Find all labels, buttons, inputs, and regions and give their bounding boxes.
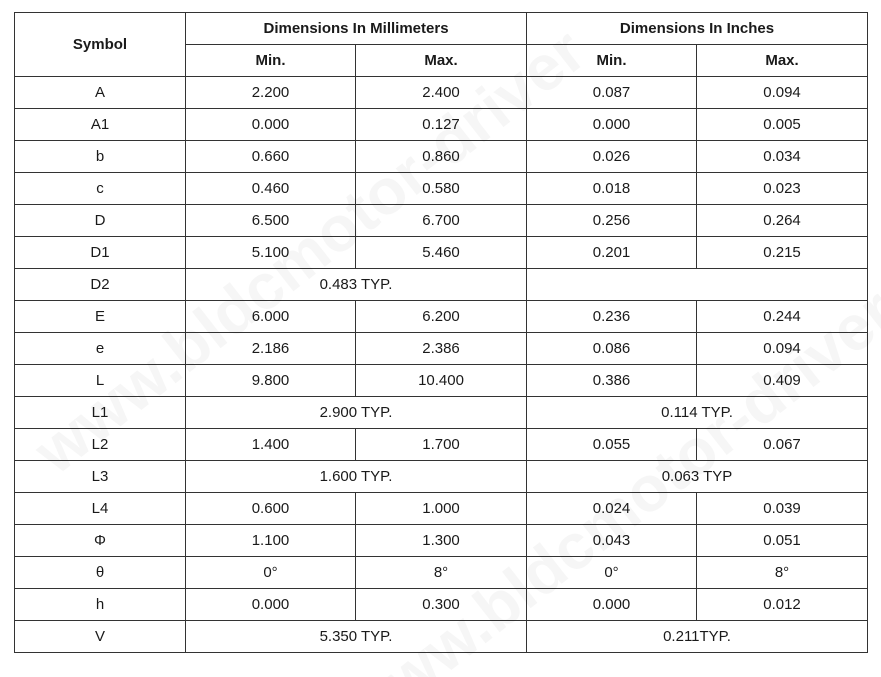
table-body [15, 77, 868, 653]
cell-in-max: 0.094 [697, 333, 868, 365]
cell-in-max: 0.215 [697, 237, 868, 269]
cell-mm-max: 1.300 [356, 525, 527, 557]
cell-mm-min: 2.186 [186, 333, 356, 365]
cell-in-min: 0.055 [527, 429, 697, 461]
table-row [15, 333, 868, 365]
cell-mm-max: 2.386 [356, 333, 527, 365]
cell-in-max: 0.023 [697, 173, 868, 205]
cell-mm-max: 0.860 [356, 141, 527, 173]
table-row [15, 141, 868, 173]
cell-in-min: 0° [527, 557, 697, 589]
cell-in-min: 0.087 [527, 77, 697, 109]
cell-in-min: 0.256 [527, 205, 697, 237]
cell-in-min: 0.000 [527, 589, 697, 621]
cell-mm-min: 0.000 [186, 109, 356, 141]
table-row [15, 269, 868, 301]
cell-in-typ [527, 269, 868, 301]
table-row [15, 173, 868, 205]
table-row [15, 429, 868, 461]
cell-in-max: 0.051 [697, 525, 868, 557]
header-in-min: Min. [527, 45, 697, 77]
header-mm-min: Min. [186, 45, 356, 77]
cell-in-max: 0.244 [697, 301, 868, 333]
cell-symbol: A1 [15, 109, 186, 141]
cell-symbol: b [15, 141, 186, 173]
table-row [15, 365, 868, 397]
cell-in-min: 0.386 [527, 365, 697, 397]
table-row [15, 557, 868, 589]
cell-in-max: 8° [697, 557, 868, 589]
header-inches: Dimensions In Inches [527, 13, 868, 45]
cell-symbol: L1 [15, 397, 186, 429]
table-row [15, 397, 868, 429]
cell-symbol: L [15, 365, 186, 397]
table-row [15, 621, 868, 653]
cell-mm-min: 0.660 [186, 141, 356, 173]
cell-symbol: A [15, 77, 186, 109]
cell-in-max: 0.094 [697, 77, 868, 109]
cell-mm-min: 6.000 [186, 301, 356, 333]
cell-mm-max: 10.400 [356, 365, 527, 397]
cell-mm-max: 5.460 [356, 237, 527, 269]
cell-mm-typ: 2.900 TYP. [186, 397, 527, 429]
cell-in-typ: 0.114 TYP. [527, 397, 868, 429]
table-row [15, 205, 868, 237]
cell-mm-typ: 5.350 TYP. [186, 621, 527, 653]
cell-in-max: 0.067 [697, 429, 868, 461]
cell-mm-min: 1.100 [186, 525, 356, 557]
cell-in-min: 0.201 [527, 237, 697, 269]
table-row [15, 525, 868, 557]
cell-symbol: L2 [15, 429, 186, 461]
cell-symbol: e [15, 333, 186, 365]
cell-mm-min: 6.500 [186, 205, 356, 237]
cell-in-min: 0.026 [527, 141, 697, 173]
cell-symbol: E [15, 301, 186, 333]
cell-mm-typ: 1.600 TYP. [186, 461, 527, 493]
cell-mm-max: 2.400 [356, 77, 527, 109]
dimensions-table [14, 12, 868, 653]
cell-symbol: h [15, 589, 186, 621]
cell-in-max: 0.039 [697, 493, 868, 525]
cell-symbol: θ [15, 557, 186, 589]
header-mm-max: Max. [356, 45, 527, 77]
table-row [15, 77, 868, 109]
cell-in-min: 0.086 [527, 333, 697, 365]
header-row-groups [15, 13, 868, 45]
cell-in-min: 0.018 [527, 173, 697, 205]
cell-mm-max: 1.000 [356, 493, 527, 525]
header-symbol: Symbol [15, 13, 186, 77]
cell-in-max: 0.409 [697, 365, 868, 397]
table-row [15, 301, 868, 333]
cell-symbol: V [15, 621, 186, 653]
cell-symbol: L4 [15, 493, 186, 525]
cell-mm-typ: 0.483 TYP. [186, 269, 527, 301]
cell-symbol: D [15, 205, 186, 237]
cell-symbol: D2 [15, 269, 186, 301]
table-row [15, 109, 868, 141]
cell-mm-max: 1.700 [356, 429, 527, 461]
cell-in-max: 0.005 [697, 109, 868, 141]
cell-in-min: 0.000 [527, 109, 697, 141]
cell-mm-max: 6.700 [356, 205, 527, 237]
cell-in-typ: 0.211TYP. [527, 621, 868, 653]
cell-in-max: 0.034 [697, 141, 868, 173]
cell-symbol: c [15, 173, 186, 205]
cell-mm-max: 0.580 [356, 173, 527, 205]
cell-in-min: 0.236 [527, 301, 697, 333]
cell-mm-min: 0.000 [186, 589, 356, 621]
cell-mm-min: 0.600 [186, 493, 356, 525]
cell-mm-max: 8° [356, 557, 527, 589]
cell-in-max: 0.264 [697, 205, 868, 237]
cell-mm-max: 6.200 [356, 301, 527, 333]
cell-mm-min: 0° [186, 557, 356, 589]
cell-symbol: Φ [15, 525, 186, 557]
table-row [15, 589, 868, 621]
header-millimeters: Dimensions In Millimeters [186, 13, 527, 45]
cell-in-max: 0.012 [697, 589, 868, 621]
table-row [15, 461, 868, 493]
table-row [15, 493, 868, 525]
cell-mm-min: 0.460 [186, 173, 356, 205]
cell-symbol: D1 [15, 237, 186, 269]
table-row [15, 237, 868, 269]
cell-symbol: L3 [15, 461, 186, 493]
cell-in-min: 0.043 [527, 525, 697, 557]
header-in-max: Max. [697, 45, 868, 77]
cell-mm-max: 0.300 [356, 589, 527, 621]
cell-mm-min: 1.400 [186, 429, 356, 461]
cell-mm-min: 2.200 [186, 77, 356, 109]
cell-mm-min: 5.100 [186, 237, 356, 269]
cell-in-typ: 0.063 TYP [527, 461, 868, 493]
cell-mm-min: 9.800 [186, 365, 356, 397]
cell-in-min: 0.024 [527, 493, 697, 525]
cell-mm-max: 0.127 [356, 109, 527, 141]
